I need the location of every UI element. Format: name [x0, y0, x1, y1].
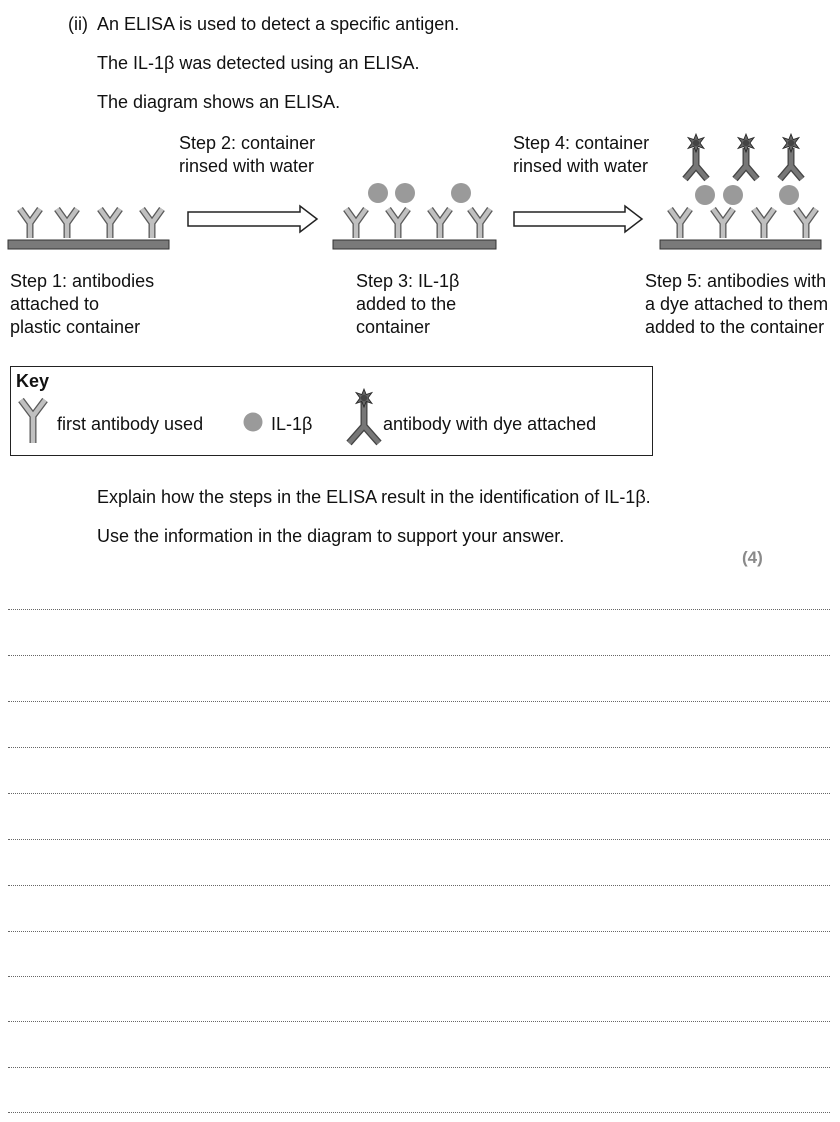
answer-line[interactable]: [8, 885, 830, 886]
step1-label: Step 1: antibodies attached to plastic container: [10, 271, 155, 337]
step3-label: Step 3: IL-1β added to the container: [356, 271, 460, 337]
elisa-diagram: [0, 0, 840, 270]
step3-plate: [333, 183, 496, 249]
answer-line[interactable]: [8, 701, 830, 702]
key-dye-antibody-label: antibody with dye attached: [383, 414, 597, 434]
answer-line[interactable]: [8, 976, 830, 977]
answer-line[interactable]: [8, 931, 830, 932]
instruction-2: Use the information in the diagram to support your answer.: [97, 526, 565, 546]
step4-label: Step 4: container rinsed with water: [513, 133, 650, 176]
dye-antibody-icon: [344, 388, 384, 448]
question-part-label: (ii): [68, 14, 88, 34]
answer-line[interactable]: [8, 655, 830, 656]
key-box: [10, 366, 653, 456]
arrow-step4: [514, 206, 642, 232]
answer-line[interactable]: [8, 1067, 830, 1068]
question-line-2: The IL-1β was detected using an ELISA.: [97, 53, 420, 73]
answer-line[interactable]: [8, 793, 830, 794]
key-il1b-label: IL-1β: [271, 414, 313, 434]
key-first-antibody-label: first antibody used: [57, 414, 204, 434]
first-antibody-icon: [18, 396, 58, 446]
question-line-3: The diagram shows an ELISA.: [97, 92, 341, 112]
key-title: Key: [16, 371, 50, 391]
marks-label: (4): [742, 548, 763, 567]
answer-line[interactable]: [8, 747, 830, 748]
step1-plate: [8, 209, 169, 249]
step5-plate: [660, 134, 821, 249]
answer-line[interactable]: [8, 1112, 830, 1113]
step2-label: Step 2: container rinsed with water: [179, 133, 316, 176]
arrow-step2: [188, 206, 317, 232]
answer-line[interactable]: [8, 1021, 830, 1022]
step5-label: Step 5: antibodies with a dye attached to them added to the container: [645, 271, 829, 337]
instruction-1: Explain how the steps in the ELISA result in the identification of IL-1β.: [97, 487, 651, 507]
il1b-antigen-icon: [242, 411, 266, 435]
answer-line[interactable]: [8, 609, 830, 610]
answer-line[interactable]: [8, 839, 830, 840]
question-line-1: An ELISA is used to detect a specific antigen.: [97, 14, 460, 34]
